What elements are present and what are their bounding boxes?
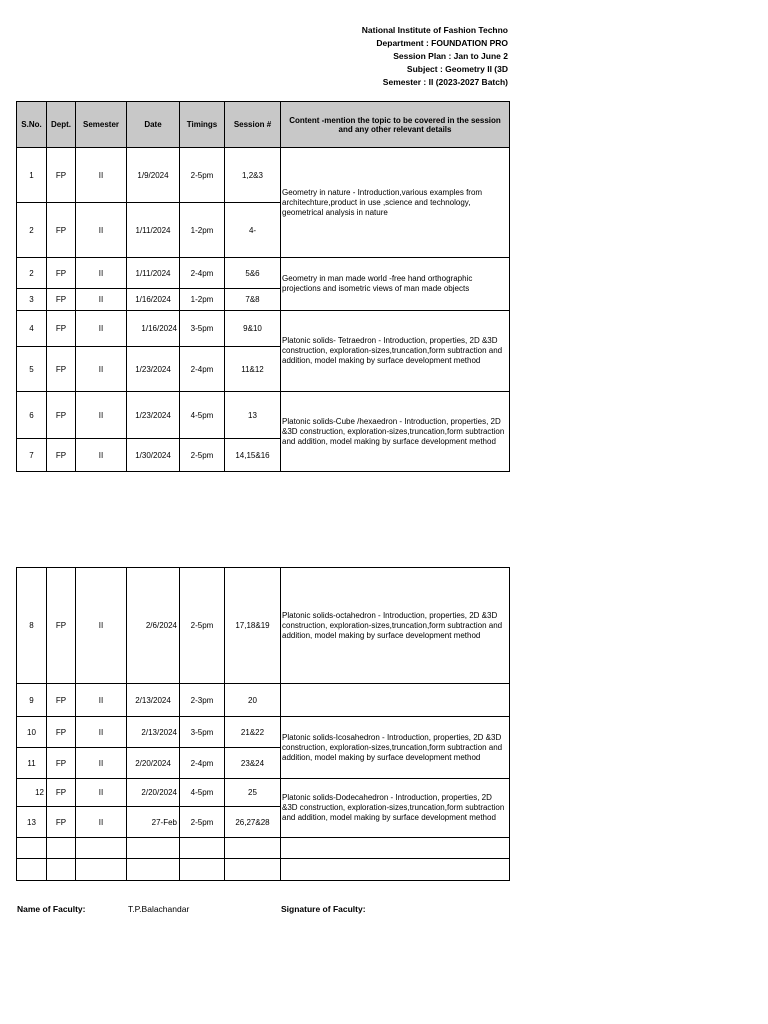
cell-dept: FP <box>47 779 76 807</box>
cell-timings: 4-5pm <box>180 779 225 807</box>
cell-empty <box>17 859 47 881</box>
cell-date: 1/11/2024 <box>127 203 180 258</box>
cell-date: 1/16/2024 <box>127 311 180 347</box>
cell-session: 11&12 <box>225 347 281 392</box>
cell-empty <box>76 838 127 859</box>
cell-session: 26,27&28 <box>225 807 281 838</box>
cell-dept: FP <box>47 717 76 748</box>
cell-dept: FP <box>47 684 76 717</box>
col-timings-header: Timings <box>180 102 225 148</box>
col-dept-header: Dept. <box>47 102 76 148</box>
cell-sno: 6 <box>17 392 47 439</box>
cell-date: 1/9/2024 <box>127 148 180 203</box>
col-content-header: Content -mention the topic to be covered in the session and any other relevant details <box>281 102 510 148</box>
cell-session: 9&10 <box>225 311 281 347</box>
cell-session: 1,2&3 <box>225 148 281 203</box>
session-plan-table-1 <box>16 101 510 472</box>
cell-sno: 2 <box>17 203 47 258</box>
cell-empty <box>47 859 76 881</box>
cell-semester: II <box>76 748 127 779</box>
semester-line: Semester : II (2023-2027 Batch) <box>382 77 508 87</box>
cell-dept: FP <box>47 311 76 347</box>
cell-timings: 2-3pm <box>180 684 225 717</box>
cell-empty <box>127 859 180 881</box>
cell-content: Geometry in nature - Introduction,various examples from architechture,product in use ,science and technology, geometrical analysis in nature <box>281 148 510 258</box>
table-row <box>17 779 510 807</box>
cell-session: 20 <box>225 684 281 717</box>
cell-date: 2/6/2024 <box>127 568 180 684</box>
cell-session: 5&6 <box>225 258 281 289</box>
cell-empty <box>281 838 510 859</box>
cell-semester: II <box>76 717 127 748</box>
cell-semester: II <box>76 347 127 392</box>
cell-empty <box>281 859 510 881</box>
cell-dept: FP <box>47 568 76 684</box>
cell-timings: 2-4pm <box>180 258 225 289</box>
cell-timings: 1-2pm <box>180 289 225 311</box>
cell-dept: FP <box>47 203 76 258</box>
cell-content: Platonic solids- Tetraedron - Introduction, properties, 2D &3D construction, exploration-sizes,truncation,form subtraction and addition, model making by surface development method <box>281 311 510 392</box>
cell-content: Platonic solids-Icosahedron - Introduction, properties, 2D &3D construction, exploration-sizes,truncation,form subtraction and addition, model making by surface development method <box>281 717 510 779</box>
cell-semester: II <box>76 148 127 203</box>
session-plan-table-2 <box>16 567 510 881</box>
cell-timings: 3-5pm <box>180 717 225 748</box>
table-row <box>17 684 510 717</box>
col-date-header: Date <box>127 102 180 148</box>
cell-dept: FP <box>47 392 76 439</box>
col-semester-header: Semester <box>76 102 127 148</box>
cell-dept: FP <box>47 258 76 289</box>
cell-sno: 10 <box>17 717 47 748</box>
institute-name: National Institute of Fashion Techno <box>361 25 508 35</box>
cell-sno: 12 <box>17 779 47 807</box>
cell-dept: FP <box>47 148 76 203</box>
cell-dept: FP <box>47 807 76 838</box>
cell-session: 21&22 <box>225 717 281 748</box>
table-row <box>17 717 510 748</box>
cell-content: Platonic solids-Dodecahedron - Introduction, properties, 2D &3D construction, exploration-sizes,truncation,form subtraction and addition, model making by surface development method <box>281 779 510 838</box>
cell-empty <box>17 838 47 859</box>
table-row <box>17 311 510 347</box>
cell-timings: 4-5pm <box>180 392 225 439</box>
cell-semester: II <box>76 289 127 311</box>
cell-semester: II <box>76 807 127 838</box>
cell-sno: 11 <box>17 748 47 779</box>
cell-empty <box>180 838 225 859</box>
cell-sno: 13 <box>17 807 47 838</box>
table-row <box>17 148 510 203</box>
cell-date: 27-Feb <box>127 807 180 838</box>
cell-date: 1/11/2024 <box>127 258 180 289</box>
table-row <box>17 392 510 439</box>
cell-content: Platonic solids-Cube /hexaedron - Introduction, properties, 2D &3D construction, exploration-sizes,truncation,form subtraction and addition, model making by surface development method <box>281 392 510 472</box>
cell-session: 25 <box>225 779 281 807</box>
cell-timings: 2-5pm <box>180 568 225 684</box>
cell-date: 1/23/2024 <box>127 392 180 439</box>
cell-sno: 4 <box>17 311 47 347</box>
cell-timings: 2-5pm <box>180 807 225 838</box>
cell-session: 4- <box>225 203 281 258</box>
cell-timings: 3-5pm <box>180 311 225 347</box>
cell-sno: 3 <box>17 289 47 311</box>
cell-sno: 9 <box>17 684 47 717</box>
cell-empty <box>76 859 127 881</box>
cell-session: 23&24 <box>225 748 281 779</box>
cell-semester: II <box>76 779 127 807</box>
cell-content: Geometry in man made world -free hand orthographic projections and isometric views of man made objects <box>281 258 510 311</box>
cell-session: 13 <box>225 392 281 439</box>
cell-session: 7&8 <box>225 289 281 311</box>
cell-date: 1/30/2024 <box>127 439 180 472</box>
cell-content-empty <box>281 684 510 717</box>
cell-timings: 2-4pm <box>180 748 225 779</box>
cell-date: 1/23/2024 <box>127 347 180 392</box>
cell-session: 17,18&19 <box>225 568 281 684</box>
cell-semester: II <box>76 258 127 289</box>
cell-semester: II <box>76 311 127 347</box>
cell-semester: II <box>76 392 127 439</box>
cell-timings: 2-4pm <box>180 347 225 392</box>
cell-semester: II <box>76 439 127 472</box>
cell-empty <box>180 859 225 881</box>
cell-content: Platonic solids-octahedron - Introduction, properties, 2D &3D construction, exploration-sizes,truncation,form subtraction and addition, model making by surface development method <box>281 568 510 684</box>
cell-semester: II <box>76 568 127 684</box>
col-session-header: Session # <box>225 102 281 148</box>
cell-sno: 2 <box>17 258 47 289</box>
cell-empty <box>225 838 281 859</box>
cell-session: 14,15&16 <box>225 439 281 472</box>
department-line: Department : FOUNDATION PRO <box>376 38 508 48</box>
cell-empty <box>47 838 76 859</box>
cell-date: 2/13/2024 <box>127 684 180 717</box>
cell-dept: FP <box>47 347 76 392</box>
cell-date: 2/20/2024 <box>127 779 180 807</box>
cell-date: 1/16/2024 <box>127 289 180 311</box>
cell-semester: II <box>76 203 127 258</box>
cell-timings: 2-5pm <box>180 439 225 472</box>
cell-dept: FP <box>47 289 76 311</box>
cell-date: 2/20/2024 <box>127 748 180 779</box>
cell-dept: FP <box>47 439 76 472</box>
table-row-empty <box>17 859 510 881</box>
subject-line: Subject : Geometry II (3D <box>406 64 508 74</box>
table-row <box>17 258 510 289</box>
cell-empty <box>127 838 180 859</box>
cell-timings: 1-2pm <box>180 203 225 258</box>
table-row <box>17 568 510 684</box>
cell-date: 2/13/2024 <box>127 717 180 748</box>
faculty-name-value: T.P.Balachandar <box>128 904 190 914</box>
faculty-signature-label: Signature of Faculty: <box>281 904 366 914</box>
cell-empty <box>225 859 281 881</box>
cell-timings: 2-5pm <box>180 148 225 203</box>
cell-sno: 1 <box>17 148 47 203</box>
cell-dept: FP <box>47 748 76 779</box>
cell-semester: II <box>76 684 127 717</box>
cell-sno: 7 <box>17 439 47 472</box>
session-plan-line: Session Plan : Jan to June 2 <box>393 51 508 61</box>
faculty-name-label: Name of Faculty: <box>17 904 86 914</box>
cell-sno: 5 <box>17 347 47 392</box>
table-row-empty <box>17 838 510 859</box>
col-sno-header: S.No. <box>17 102 47 148</box>
cell-sno: 8 <box>17 568 47 684</box>
